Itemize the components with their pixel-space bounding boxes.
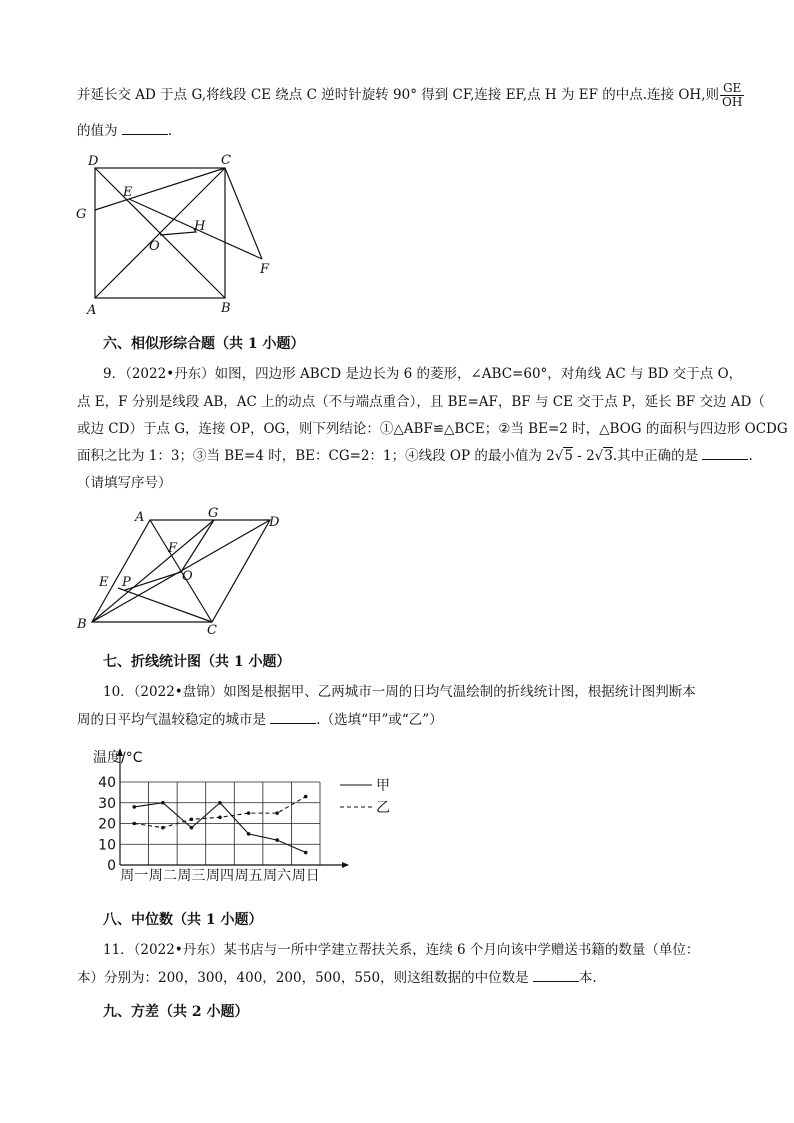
q8-text-line2: 的值为 .	[77, 123, 173, 139]
label-h: H	[194, 219, 206, 234]
q9-rhombus-figure	[72, 506, 302, 636]
label-p: P	[122, 575, 131, 590]
answer-blank[interactable]	[270, 711, 316, 724]
data-point-series-2	[218, 815, 222, 819]
answer-blank[interactable]	[533, 969, 579, 982]
label-e: E	[123, 185, 133, 200]
data-point-series-1	[132, 805, 136, 809]
label-g: G	[208, 506, 219, 521]
answer-blank[interactable]	[122, 122, 168, 135]
section-9-heading: 九、方差（共 2 小题）	[103, 1004, 249, 1020]
q10-line1: 10．（2022•盘锦）如图是根据甲、乙两城市一周的日均气温绘制的折线统计图，根据统计图判断本	[103, 684, 696, 700]
label-e: E	[99, 575, 109, 590]
data-point-series-2	[190, 818, 194, 822]
section-8-heading: 八、中位数（共 1 小题）	[103, 912, 263, 928]
label-c: C	[207, 623, 217, 636]
segment-og	[181, 520, 214, 572]
label-c: C	[221, 153, 231, 168]
q8-square-figure	[70, 148, 290, 318]
x-tick-label: 周日	[291, 868, 320, 884]
section-6-heading: 六、相似形综合题（共 1 小题）	[103, 336, 305, 352]
label-b: B	[77, 617, 87, 632]
label-g: G	[76, 207, 87, 222]
x-tick-label: 周六	[263, 868, 292, 884]
label-b: B	[221, 301, 231, 316]
data-point-series-1	[275, 838, 279, 842]
x-axis-arrow	[342, 862, 349, 868]
data-point-series-2	[161, 826, 165, 830]
x-tick-label: 周三	[177, 868, 206, 884]
x-tick-label: 周二	[148, 868, 177, 884]
legend-label-2: 乙	[376, 800, 390, 816]
q9-line2: 点 E，F 分别是线段 AB，AC 上的动点（不与端点重合），且 BE=AF，BF 与 CE 交于点 P，延长 BF 交边 AD（	[77, 394, 765, 410]
data-point-series-1	[218, 801, 222, 805]
data-point-series-1	[304, 851, 308, 855]
y-axis-label: 温度/°C	[93, 750, 143, 766]
label-o: O	[149, 239, 160, 254]
x-tick-label: 周一	[120, 868, 149, 884]
label-d: D	[88, 154, 99, 169]
temperature-line-chart	[85, 742, 415, 892]
segment-ec	[118, 588, 212, 622]
data-point-series-2	[304, 795, 308, 799]
q9-line4: 面积之比为 1：3；③当 BE=4 时，BE：CG=2：1；④线段 OP 的最小值为 2√5 - 2√3.其中正确的是 .	[77, 448, 753, 464]
segment-oh	[160, 229, 196, 235]
x-tick-label: 周四	[206, 868, 234, 884]
answer-blank[interactable]	[702, 447, 748, 460]
y-tick-label: 30	[98, 795, 116, 812]
q8-text-line1: 并延长交 AD 于点 G,将线段 CE 绕点 C 逆时针旋转 90° 得到 CF,连接 EF,点 H 为 EF 的中点.连接 OH,则 $\frac{GE}{OH}$	[77, 81, 743, 109]
y-tick-label: 10	[98, 837, 116, 854]
label-f: F	[168, 541, 178, 556]
q11-line2: 本）分别为：200，300，400，200，500，550，则这组数据的中位数是 本.	[77, 970, 597, 986]
segment-gc	[95, 168, 225, 210]
q10-line2: 周的日平均气温较稳定的城市是 .（选填“甲”或“乙”）	[77, 712, 443, 728]
y-tick-label: 40	[98, 775, 116, 791]
y-tick-label: 0	[107, 858, 116, 874]
data-point-series-2	[132, 822, 136, 826]
label-f: F	[260, 262, 270, 277]
q9-line5: （请填写序号）	[77, 475, 172, 491]
y-tick-label: 20	[98, 816, 116, 833]
segment-bg	[92, 520, 214, 622]
data-point-series-1	[247, 832, 251, 836]
q9-line3: 或边 CD）于点 G，连接 OP，OG，则下列结论：①△ABF≌△BCE；②当 BE=2 时，△BOG 的面积与四边形 OCDG	[77, 421, 788, 437]
series-line-1	[134, 803, 305, 853]
section-7-heading: 七、折线统计图（共 1 小题）	[103, 654, 291, 670]
q9-line1: 9．（2022•丹东）如图，四边形 ABCD 是边长为 6 的菱形，∠ABC=60°，对角线 AC 与 BD 交于点 O，	[103, 366, 743, 382]
legend-label-1: 甲	[376, 778, 390, 794]
data-point-series-2	[275, 811, 279, 815]
q11-line1: 11．（2022•丹东）某书店与一所中学建立帮扶关系，连续 6 个月向该中学赠送书籍的数量（单位：	[103, 942, 700, 958]
label-o: O	[182, 569, 193, 584]
data-point-series-1	[161, 801, 165, 805]
data-point-series-2	[247, 811, 251, 815]
label-a: A	[87, 303, 97, 318]
x-tick-label: 周五	[234, 868, 263, 884]
fraction-ge-oh: $\frac{GE}{OH}$	[721, 81, 743, 109]
label-d: D	[269, 515, 280, 530]
label-a: A	[135, 510, 145, 525]
data-point-series-1	[190, 826, 194, 830]
